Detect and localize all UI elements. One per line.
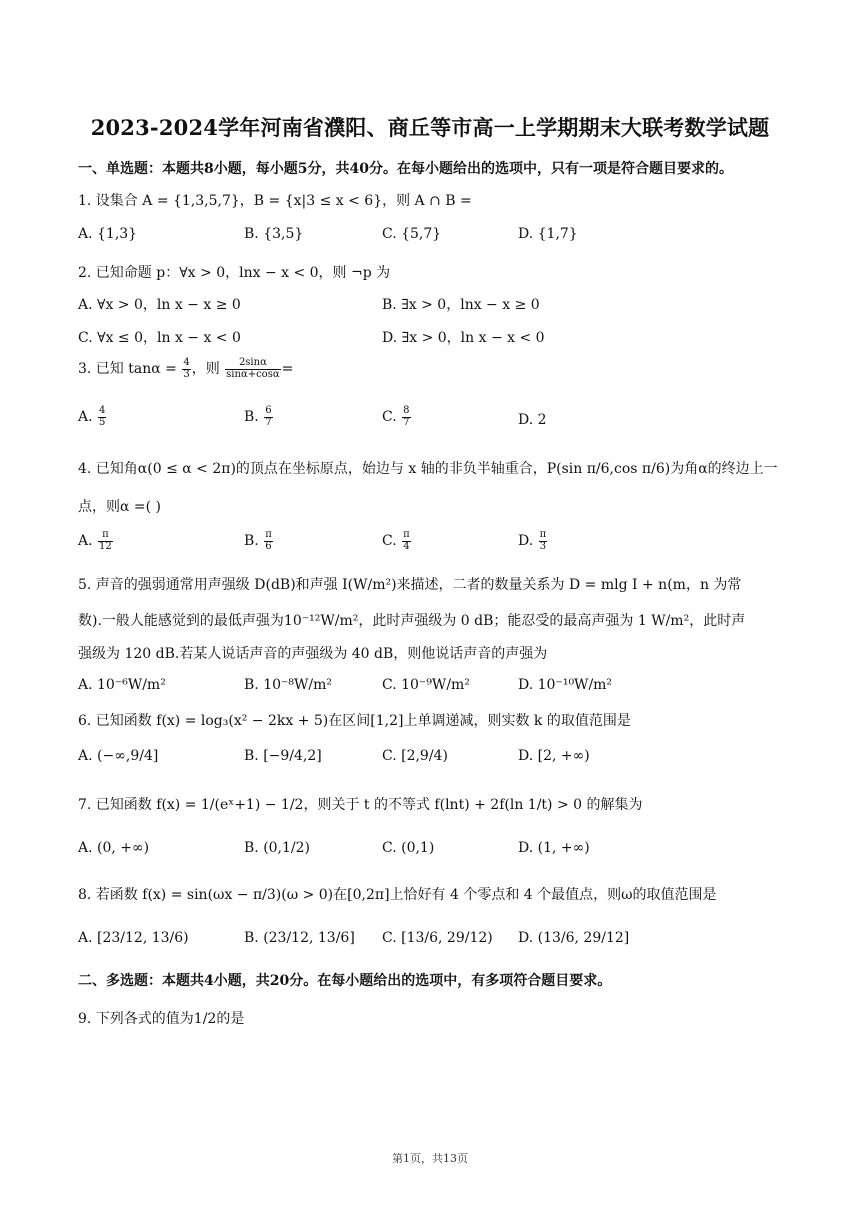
fraction-numerator: π xyxy=(98,530,113,542)
fraction-numerator: 4 xyxy=(99,405,106,416)
fraction-denominator: 12 xyxy=(99,540,112,552)
question-4-option-c xyxy=(382,530,412,552)
question-1-option-d: D. {1,7} xyxy=(518,226,578,242)
fraction-denominator: 4 xyxy=(403,540,410,552)
question-1-stem: 1. 设集合 A = {1,3,5,7}，B = {x|3 ≤ x < 6}，则 A ∩ B = xyxy=(78,193,472,209)
option-label: C. xyxy=(382,533,397,549)
question-3-stem-pre: 3. 已知 tanα = xyxy=(78,361,177,377)
fraction-denominator: 5 xyxy=(99,416,106,428)
question-7-option-c: C. (0,1) xyxy=(382,840,435,856)
section-heading-single-choice: 一、单选题：本题共8小题，每小题5分，共40分。在每小题给出的选项中，只有一项是符合题目要求的。 xyxy=(78,161,733,177)
option-label: C. xyxy=(382,409,397,425)
option-fraction xyxy=(98,530,113,552)
question-3-stem-post: = xyxy=(281,361,294,377)
question-8-option-c: C. [13/6, 29/12) xyxy=(382,930,493,946)
fraction-denominator: 7 xyxy=(265,416,272,428)
fraction-numerator: π xyxy=(403,529,410,540)
question-3-option-b xyxy=(244,406,274,428)
question-3-fraction-expr xyxy=(225,358,280,380)
question-2-option-c: C. ∀x ≤ 0，ln x − x < 0 xyxy=(78,330,241,346)
option-fraction xyxy=(402,530,411,552)
question-5-option-b: B. 10⁻⁸W/m² xyxy=(244,677,332,693)
question-1-option-c: C. {5,7} xyxy=(382,226,442,242)
fraction-numerator: 8 xyxy=(403,405,410,416)
option-fraction xyxy=(264,530,273,552)
page-footer: 第1页，共13页 xyxy=(392,1152,468,1165)
fraction-denominator: sinα+cosα xyxy=(226,368,280,380)
question-5-stem-line-3: 强级为 120 dB.若某人说话声音的声强级为 40 dB，则他说话声音的声强为 xyxy=(78,646,548,662)
option-label: A. xyxy=(78,409,93,425)
question-7-option-a: A. (0, +∞) xyxy=(78,840,150,856)
question-5-option-a: A. 10⁻⁶W/m² xyxy=(78,677,166,693)
option-label: A. xyxy=(78,533,93,549)
option-label: B. xyxy=(244,409,259,425)
page-title: 2023-2024学年河南省濮阳、商丘等市高一上学期期末大联考数学试题 xyxy=(90,115,770,140)
question-3-option-d: D. 2 xyxy=(518,412,547,428)
question-6-option-b: B. [−9/4,2] xyxy=(244,748,322,764)
question-6-option-d: D. [2, +∞) xyxy=(518,748,590,764)
fraction-numerator: π xyxy=(539,529,547,540)
question-5-stem-line-1: 5. 声音的强弱通常用声强级 D(dB)和声强 I(W/m²)来描述，二者的数量关系为 D = mlg I + n(m，n 为常 xyxy=(78,577,742,593)
option-fraction xyxy=(98,406,106,428)
question-2-option-a: A. ∀x > 0，ln x − x ≥ 0 xyxy=(78,297,241,313)
question-3-stem xyxy=(78,358,293,380)
question-6-stem: 6. 已知函数 f(x) = log₃(x² − 2kx + 5)在区间[1,2]上单调递减，则实数 k 的取值范围是 xyxy=(78,713,631,729)
question-5-stem-line-2: 数).一般人能感觉到的最低声强为10⁻¹²W/m²，此时声强级为 0 dB；能忍受的最高声强为 1 W/m²，此时声 xyxy=(78,613,746,629)
question-9-stem: 9. 下列各式的值为1/2的是 xyxy=(78,1011,245,1027)
fraction-numerator: 4 xyxy=(183,357,190,368)
question-2-option-b: B. ∃x > 0，lnx − x ≥ 0 xyxy=(382,297,540,313)
fraction-numerator: π xyxy=(265,529,272,540)
question-4-stem-line-1: 4. 已知角α(0 ≤ α < 2π)的顶点在坐标原点，始边与 x 轴的非负半轴重合，P(sin π/6,cos π/6)为角α的终边上一 xyxy=(78,461,778,477)
question-2-option-d: D. ∃x > 0，ln x − x < 0 xyxy=(382,330,545,346)
fraction-denominator: 3 xyxy=(183,368,190,380)
option-fraction xyxy=(539,530,548,552)
fraction-denominator: 7 xyxy=(403,416,410,428)
question-7-stem: 7. 已知函数 f(x) = 1/(eˣ+1) − 1/2，则关于 t 的不等式 f(lnt) + 2f(ln 1/t) > 0 的解集为 xyxy=(78,797,643,813)
fraction-numerator: 2sinα xyxy=(225,358,280,370)
question-5-option-d: D. 10⁻¹⁰W/m² xyxy=(518,677,613,693)
question-4-option-a xyxy=(78,530,114,552)
question-8-option-a: A. [23/12, 13/6) xyxy=(78,930,189,946)
fraction-denominator: 3 xyxy=(539,540,547,552)
question-3-fraction-tan xyxy=(182,358,190,380)
option-label: D. xyxy=(518,533,534,549)
fraction-denominator: 6 xyxy=(265,540,272,552)
question-4-option-b xyxy=(244,530,274,552)
question-1-option-a: A. {1,3} xyxy=(78,226,138,242)
question-2-stem: 2. 已知命题 p：∀x > 0，lnx − x < 0，则 ¬p 为 xyxy=(78,265,391,281)
question-4-option-d xyxy=(518,530,548,552)
option-label: B. xyxy=(244,533,259,549)
section-heading-multiple-choice: 二、多选题：本题共4小题，共20分。在每小题给出的选项中，有多项符合题目要求。 xyxy=(78,973,612,989)
option-fraction xyxy=(402,406,410,428)
question-7-option-d: D. (1, +∞) xyxy=(518,840,590,856)
question-7-option-b: B. (0,1/2) xyxy=(244,840,311,856)
question-3-option-c xyxy=(382,406,412,428)
question-3-stem-mid: ，则 xyxy=(191,361,220,377)
question-6-option-a: A. (−∞,9/4] xyxy=(78,748,159,764)
question-3-option-a xyxy=(78,406,107,428)
question-1-option-b: B. {3,5} xyxy=(244,226,304,242)
question-6-option-c: C. [2,9/4) xyxy=(382,748,448,764)
option-fraction xyxy=(264,406,272,428)
question-5-option-c: C. 10⁻⁹W/m² xyxy=(382,677,470,693)
question-8-option-b: B. (23/12, 13/6] xyxy=(244,930,355,946)
question-4-stem-line-2: 点，则α =( ) xyxy=(78,499,162,515)
fraction-numerator: 6 xyxy=(265,405,272,416)
question-8-option-d: D. (13/6, 29/12] xyxy=(518,930,630,946)
question-8-stem: 8. 若函数 f(x) = sin(ωx − π/3)(ω > 0)在[0,2π]上恰好有 4 个零点和 4 个最值点，则ω的取值范围是 xyxy=(78,887,717,903)
